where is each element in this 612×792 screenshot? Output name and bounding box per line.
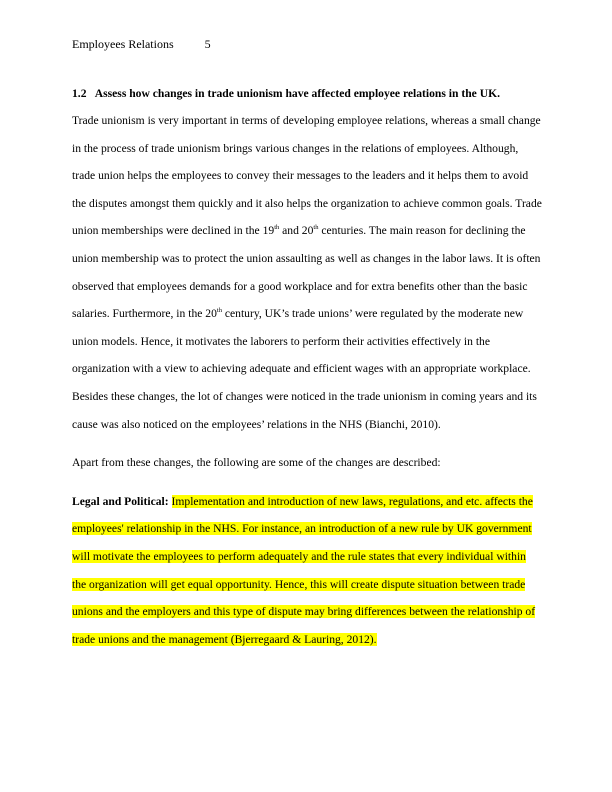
- paragraph-trade-unionism: [72, 107, 542, 438]
- superscript-th: th: [274, 224, 280, 232]
- page-number: 5: [204, 37, 211, 51]
- superscript-th: th: [216, 307, 222, 315]
- paragraph-text: and 20: [279, 224, 314, 238]
- paragraph-changes-intro: [72, 449, 542, 477]
- section-title: Assess how changes in trade unionism have affected employee relations in the UK.: [94, 87, 501, 100]
- paragraph-label: Legal and Political:: [72, 494, 169, 508]
- superscript-th: th: [313, 224, 319, 232]
- highlighted-text: Implementation and introduction of new laws, regulations, and etc. affects the employees' relationship in the NHS. For instance, an introduction of a new rule by UK government will motivate the employees to perform adequately and the rule states that every individual within the organization will get equal opportunity. Hence, this will create dispute situation between trade unions and the employers and this type of dispute may bring differences between the relationship of trade unions and the management (Bjerregaard & Lauring, 2012).: [72, 494, 536, 646]
- paragraph-text: centuries. The main reason for declining the union membership was to protect the union assaulting as well as changes in the labor laws. It is often observed that employees demands for a good workplace and for extra benefits other than the basic salaries. Furthermore, in the 20: [72, 224, 541, 321]
- section-heading: [72, 85, 542, 103]
- paragraph-text: century, UK’s trade unions’ were regulated by the moderate new union models. Hence, it motivates the laborers to perform their activities effectively in the organization with a view to achieving adequate and efficient wages with an appropriate workplace. Besides these changes, the lot of changes were noticed in the trade unionism in coming years and its cause was also noticed on the employees’ relations in the NHS (Bianchi, 2010).: [72, 307, 537, 431]
- document-body: [72, 85, 542, 653]
- paragraph-legal-political: [72, 488, 542, 654]
- paragraph-text: Trade unionism is very important in terms of developing employee relations, whereas a small change in the process of trade unionism brings various changes in the relations of employees. Although, trade union helps the employees to convey their messages to the leaders and it helps them to avoid the disputes amongst them quickly and it also helps the organization to achieve common goals. Trade union memberships were declined in the 19: [72, 114, 542, 238]
- page-header: [72, 36, 211, 52]
- paragraph-text: Apart from these changes, the following are some of the changes are described:: [72, 456, 441, 470]
- section-number: 1.2: [72, 87, 87, 100]
- header-title: Employees Relations: [72, 37, 174, 51]
